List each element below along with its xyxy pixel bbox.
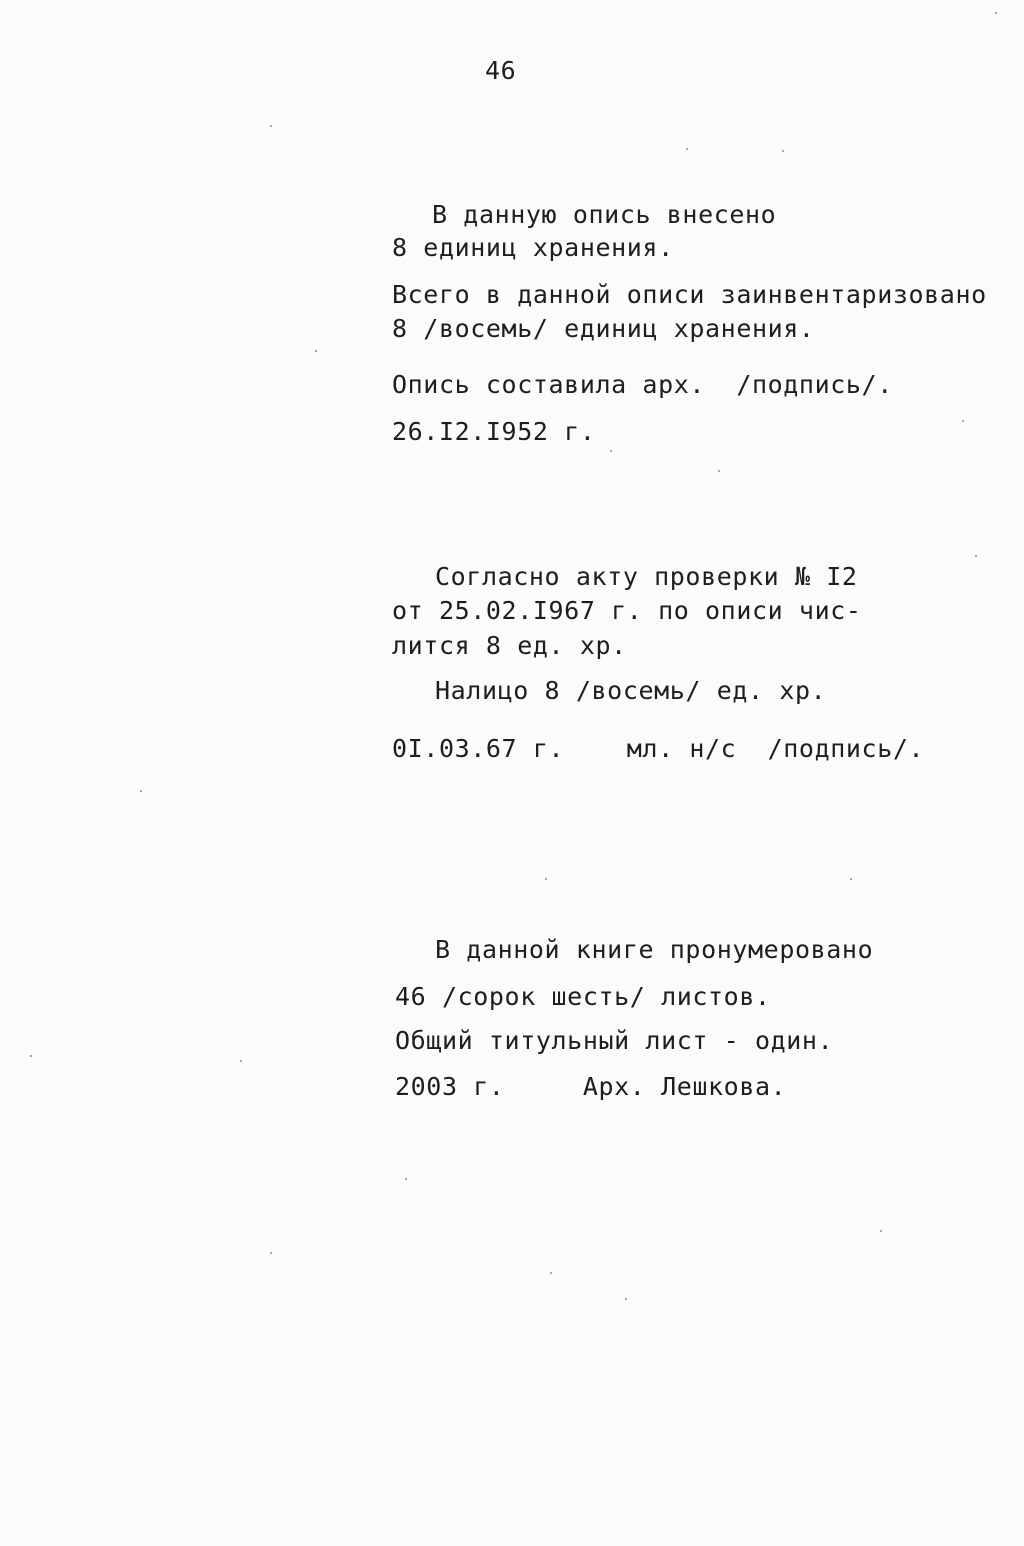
scan-speck xyxy=(782,150,784,152)
scan-speck xyxy=(975,555,977,557)
scan-speck xyxy=(270,125,272,127)
scan-speck xyxy=(550,1272,552,1274)
verification-line-5: 0I.03.67 г. мл. н/с /подпись/. xyxy=(392,734,925,763)
scan-speck xyxy=(610,450,612,452)
scan-speck xyxy=(315,350,317,352)
inventory-line-3: Всего в данной описи заинвентаризовано xyxy=(392,280,987,309)
inventory-date: 26.I2.I952 г. xyxy=(392,417,596,446)
verification-line-2: от 25.02.I967 г. по описи чис- xyxy=(392,596,862,625)
scan-speck xyxy=(686,148,688,150)
verification-line-3: лится 8 ед. хр. xyxy=(392,631,627,660)
scan-speck xyxy=(30,1055,32,1057)
scan-speck xyxy=(240,1060,242,1062)
scan-speck xyxy=(140,790,142,792)
scan-speck xyxy=(405,1178,407,1180)
inventory-line-2: 8 единиц хранения. xyxy=(392,233,674,262)
scan-speck xyxy=(625,1298,627,1300)
scan-speck xyxy=(545,878,547,880)
certification-line-2: 46 /сорок шесть/ листов. xyxy=(395,982,771,1011)
scan-speck xyxy=(995,12,997,14)
certification-line-4: 2003 г. Арх. Лешкова. xyxy=(395,1072,787,1101)
scan-speck xyxy=(718,470,720,472)
inventory-line-1: В данную опись внесено xyxy=(432,200,777,229)
scan-speck xyxy=(880,1230,882,1232)
scan-speck xyxy=(962,420,964,422)
inventory-line-5: Опись составила арх. /подпись/. xyxy=(392,370,893,399)
verification-line-4: Налицо 8 /восемь/ ед. хр. xyxy=(435,676,827,705)
scan-speck xyxy=(270,1252,272,1254)
page-number: 46 xyxy=(485,56,517,85)
certification-line-1: В данной книге пронумеровано xyxy=(435,935,874,964)
inventory-line-4: 8 /восемь/ единиц хранения. xyxy=(392,314,815,343)
verification-line-1: Согласно акту проверки № I2 xyxy=(435,562,858,591)
scan-speck xyxy=(850,878,852,880)
certification-line-3: Общий титульный лист - один. xyxy=(395,1026,834,1055)
